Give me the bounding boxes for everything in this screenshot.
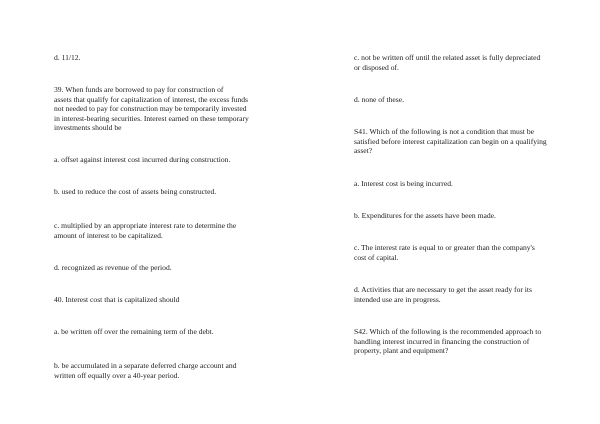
question-40-option-b: b. be accumulated in a separate deferred charge account and written off equally over a 40-year period.	[54, 361, 237, 380]
question-39-option-d: d. recognized as revenue of the period.	[54, 263, 172, 272]
question-s41-option-a: a. Interest cost is being incurred.	[354, 179, 453, 188]
question-39-stem: 39. When funds are borrowed to pay for construction of assets that qualify for capitalization of interest, the excess funds not needed to pay for construction may be temporarily invested in interest-bearing securities. Interest earned on these temporary investments should be	[54, 85, 249, 133]
question-s41-option-b: b. Expenditures for the assets have been made.	[354, 211, 496, 220]
question-40-option-a: a. be written off over the remaining term of the debt.	[54, 327, 214, 336]
question-39-option-a: a. offset against interest cost incurred during construction.	[54, 155, 231, 164]
question-40-option-c: c. not be written off until the related asset is fully depreciated or disposed of.	[354, 53, 541, 72]
question-s42-stem: S42. Which of the following is the recommended approach to handling interest incurred in financing the construction of property, plant and equipment?	[354, 327, 542, 356]
question-39-option-c: c. multiplied by an appropriate interest rate to determine the amount of interest to be capitalized.	[54, 221, 237, 240]
question-s41-stem: S41. Which of the following is not a condition that must be satisfied before interest capitalization can begin on a qualifying asset?	[354, 127, 547, 156]
question-39-option-b: b. used to reduce the cost of assets being constructed.	[54, 187, 217, 196]
answer-option-d-previous: d. 11/12.	[54, 53, 81, 62]
question-40-option-d: d. none of these.	[354, 95, 404, 104]
question-s41-option-c: c. The interest rate is equal to or greater than the company's cost of capital.	[354, 243, 535, 262]
question-40-stem: 40. Interest cost that is capitalized should	[54, 295, 180, 304]
question-s41-option-d: d. Activities that are necessary to get the asset ready for its intended use are in progress.	[354, 285, 532, 304]
